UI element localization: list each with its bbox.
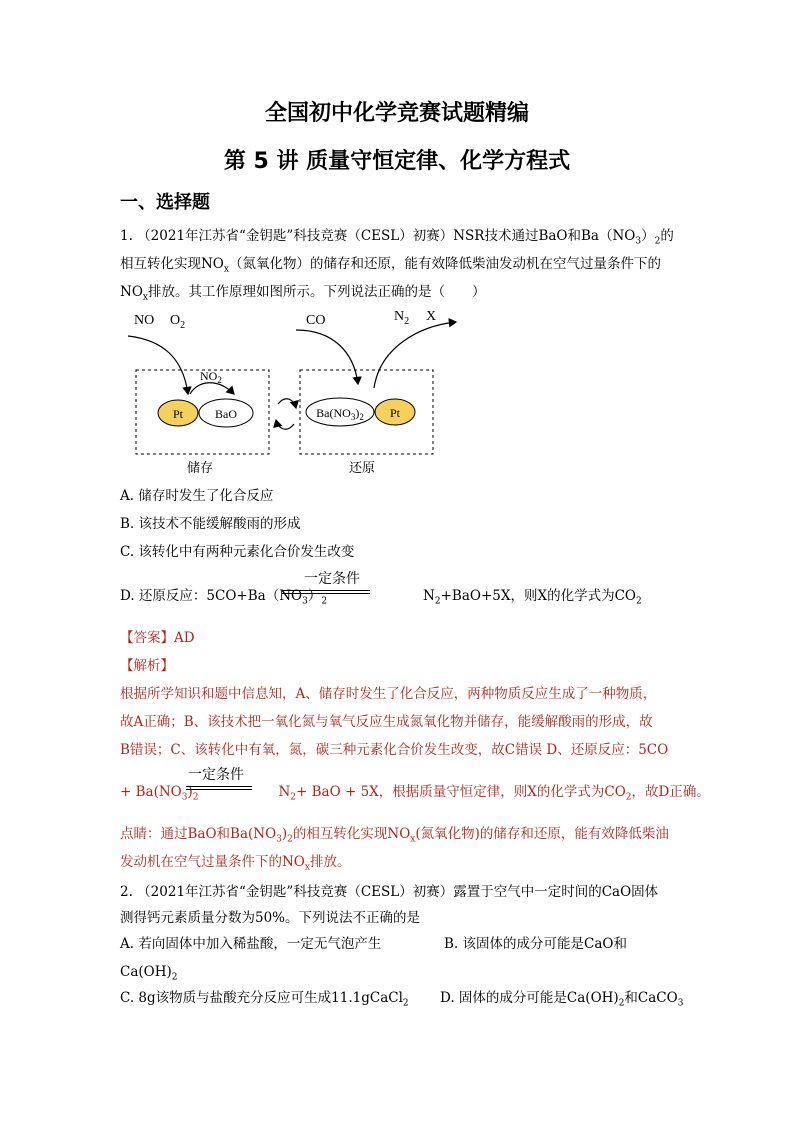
bao-label: BaO <box>215 407 237 421</box>
q2-option-c: C. 8g该物质与盐酸充分反应可生成11.1gCaCl$_2$ <box>120 990 409 1009</box>
q2-option-a: A. 若向固体中加入稀盐酸，一定无气泡产生 <box>120 936 382 952</box>
reduction-caption: 还原 <box>348 461 376 476</box>
pt-label-storage: Pt <box>172 407 184 421</box>
q1-option-d-equals <box>282 590 370 594</box>
q2-option-d: D. 固体的成分可能是$Ca(OH)_2$和CaCO$_3$ <box>440 990 684 1009</box>
q1-stem-line2: 相互转化实现$NO_x$（氮氧化物）的储存和还原，能有效降低柴油发动机在空气过量条件下的 <box>120 256 661 275</box>
q2-stem-line2: 测得钙元素质量分数为50%。下列说法不正确的是 <box>120 910 421 926</box>
q1-tip-line1: 点睛：通过BaO和$Ba(NO_3)_2$的相互转化实现$NO_x$(氮氧化物)的储存和还原，能有效降低柴油 <box>120 826 669 845</box>
q1-analysis-line3: B错误；C、该转化中有氧，氮，碳三种元素化合价发生改变，故C错误 D、还原反应：5CO <box>120 742 669 758</box>
ba-no3-label: $Ba(NO_3)_2$ <box>316 406 364 422</box>
pt-label-reduction: Pt <box>389 406 401 420</box>
section-heading: 一、选择题 <box>120 192 210 213</box>
q2-option-b-cont: $Ca(OH)_2$ <box>120 964 178 983</box>
q1-analysis-line4: + $Ba(NO_3)_2$ $N_2+$ BaO + 5X，根据质量守恒定律，则X的化学式为$CO_2$，故D正确。 <box>120 784 710 803</box>
storage-caption: 储存 <box>186 461 214 476</box>
q1-option-d: D. 还原反应：$5CO+Ba(NO_3)_2$ $N_2+BaO+5X$，则X的化学式为$CO_2$ <box>120 588 642 607</box>
q1-analysis-condition: 一定条件 <box>188 767 244 783</box>
arrow-n2-x <box>374 322 456 388</box>
label-o2: $O_2$ <box>170 313 186 331</box>
q1-option-c: C. 该转化中有两种元素化合价发生改变 <box>120 544 355 560</box>
q1-answer: 【答案】AD <box>120 630 195 646</box>
nsr-diagram <box>118 300 478 480</box>
doc-title: 全国初中化学竞赛试题精编 <box>264 101 529 126</box>
q1-option-a: A. 储存时发生了化合反应 <box>120 488 274 504</box>
q1-option-b: B. 该技术不能缓解酸雨的形成 <box>120 516 301 532</box>
arrow-co <box>296 330 358 384</box>
label-no: NO <box>134 313 155 328</box>
q1-stem-line1: 1. （2021年江苏省“金钥匙”科技竞赛（CESL）初赛）NSR技术通过BaO和$Ba(NO_3)_2$的 <box>120 228 674 247</box>
label-co: CO <box>306 313 326 328</box>
label-x: X <box>426 309 437 324</box>
arrow-no2 <box>190 383 234 394</box>
q1-analysis-line1: 根据所学知识和题中信息知，A、储存时发生了化合反应，两种物质反应生成了一种物质， <box>120 686 657 702</box>
cycle-arrow-right <box>278 399 296 408</box>
label-no2: $NO_2$ <box>200 369 222 385</box>
q1-tip-line2: 发动机在空气过量条件下的$NO_x$排放。 <box>120 854 351 873</box>
q1-analysis-label: 【解析】 <box>120 658 174 674</box>
label-n2: $N_2$ <box>394 309 410 327</box>
q1-analysis-equals <box>186 786 252 790</box>
arrow-no-o2 <box>128 336 188 394</box>
cycle-arrow-left <box>276 420 294 429</box>
q1-analysis-line2: 故A正确；B、该技术把一氧化氮与氧气反应生成氮氧化物并储存，能缓解酸雨的形成，故 <box>120 714 653 730</box>
q1-option-d-condition: 一定条件 <box>304 571 360 587</box>
q2-stem-line1: 2. （2021年江苏省“金钥匙”科技竞赛（CESL）初赛）露置于空气中一定时间的CaO固体 <box>120 884 659 900</box>
lecture-title: 第 5 讲 质量守恒定律、化学方程式 <box>223 149 571 174</box>
q2-option-b: B. 该固体的成分可能是CaO和 <box>444 936 627 952</box>
q1-stem-line3: $NO_x$排放。其工作原理如图所示。下列说法正确的是（ ） <box>120 284 486 303</box>
